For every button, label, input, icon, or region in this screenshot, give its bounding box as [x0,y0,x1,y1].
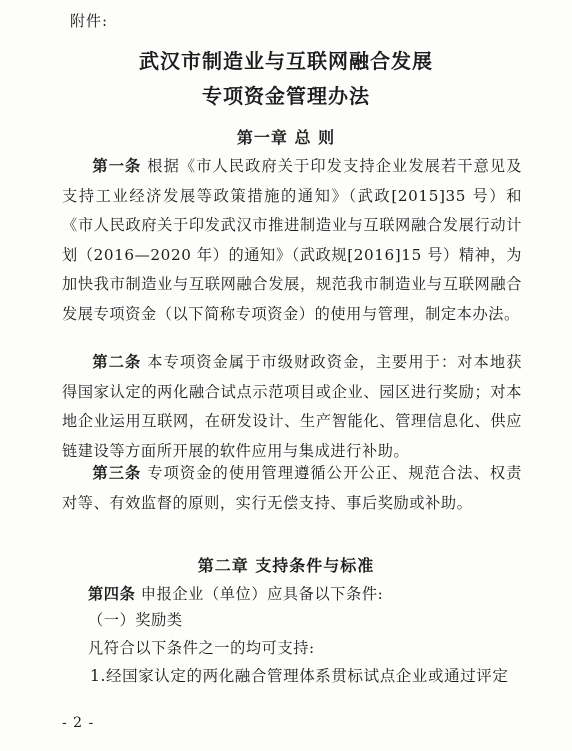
article-paragraph [62,152,522,329]
article-3 [62,459,522,518]
article-text: 申报企业（单位）应具备以下条件: [135,585,384,603]
chapter-1-heading: 第一章 总 则 [236,128,336,147]
article-paragraph [62,459,522,518]
page-number: - 2 - [62,715,95,731]
condition-intro: 凡符合以下条件之一的均可支持: [88,639,315,657]
chapter-2-heading: 第二章 支持条件与标准 [197,556,375,575]
condition-item-1: 1.经国家认定的两化融合管理体系贯标试点企业或通过评定 [90,667,509,685]
document-title-line-1: 武汉市制造业与互联网融合发展 [139,49,433,73]
article-label: 第四条 [88,585,136,603]
attachment-label: 附件: [70,12,109,30]
document-title-line-2: 专项资金管理办法 [202,84,370,108]
article-text: 专项资金的使用管理遵循公开公正、规范合法、权责对等、有效监督的原则，实行无偿支持、事后奖励或补助。 [62,464,522,512]
article-label: 第三条 [92,464,142,482]
article-1 [62,152,522,329]
article-2 [62,348,522,466]
article-4 [88,583,383,604]
category-heading: （一）奖励类 [88,611,183,629]
article-paragraph [62,348,522,466]
article-text: 本专项资金属于市级财政资金，主要用于：对本地获得国家认定的两化融合试点示范项目或企业、园区进行奖励；对本地企业运用互联网，在研发设计、生产智能化、管理信息化、供应链建设等方面所开展的软件应用与集成进行补助。 [62,353,522,460]
article-text: 根据《市人民政府关于印发支持企业发展若干意见及支持工业经济发展等政策措施的通知》（武政[2015]35 号）和《市人民政府关于印发武汉市推进制造业与互联网融合发展行动计划（2016—2020 年）的通知》（武政规[2016]15 号）精神，为加快我市制造业与互联网融合发展，规范我市制造业与互联网融合发展专项资金（以下简称专项资金）的使用与管理，制定本办法。 [62,157,522,323]
article-label: 第二条 [92,353,142,371]
article-label: 第一条 [92,157,142,175]
